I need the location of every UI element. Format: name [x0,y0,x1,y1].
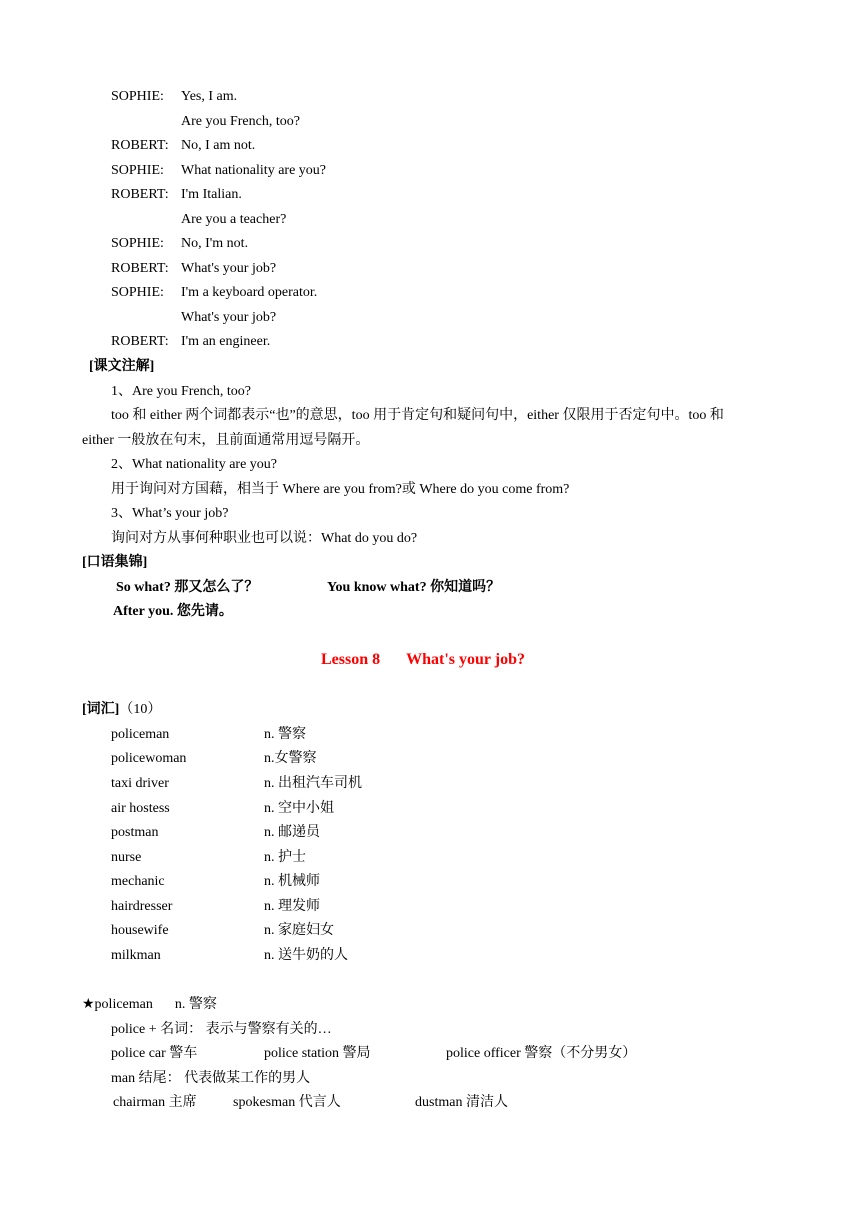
line-text: No, I'm not. [181,236,249,251]
oral-header: [口语集锦] [82,555,148,570]
vocab-item [111,922,334,940]
vocab-word: nurse [111,850,142,865]
line-text: What's your job? [181,261,277,276]
vocab-item [111,873,320,891]
vocab-word: housewife [111,923,169,938]
oral-phrase: You know what? 你知道吗？ [327,580,501,595]
line-text: I'm an engineer. [181,334,271,349]
vocab-item [111,726,306,744]
oral-phrase: After you. 您先请。 [113,604,233,619]
notes-header: [课文注解] [89,359,155,374]
example-chairman: chairman 主席 [113,1095,197,1110]
vocab-header-line [82,701,161,719]
note-2-body: 用于询问对方国藉，相当于 Where are you from?或 Where do you come from? [111,482,570,497]
vocab-def: n. 理发师 [264,899,320,914]
vocab-item [111,800,334,818]
rule-man: man 结尾： 代表做某工作的男人 [111,1071,311,1086]
line-text: What nationality are you? [181,163,326,178]
lesson-number: Lesson 8 [321,651,381,668]
note-2-title: 2、What nationality are you? [111,457,277,472]
vocab-def: n. 出租汽车司机 [264,776,362,791]
speaker: ROBERT: [111,261,169,276]
lesson-title: What's your job? [406,651,525,668]
line-text: What's your job? [181,310,277,325]
focus-word: ★policeman [82,997,153,1012]
speaker: ROBERT: [111,334,169,349]
vocab-item [111,775,362,793]
note-1-title: 1、Are you French, too? [111,384,251,399]
speaker: SOPHIE: [111,89,164,104]
vocab-item [111,947,348,965]
vocab-header: [词汇] [82,702,120,717]
vocab-word: hairdresser [111,899,173,914]
vocab-def: n. 邮递员 [264,825,320,840]
oral-phrase: So what? 那又怎么了？ [116,580,259,595]
line-text: Yes, I am. [181,89,238,104]
line-text: No, I am not. [181,138,256,153]
vocab-item [111,849,306,867]
note-1-body: too 和 either 两个词都表示“也”的意思，too 用于肯定句和疑问句中，either 仅限用于否定句中。too 和 [111,408,724,423]
dialogue-line [111,333,270,351]
dialogue-line [111,260,276,278]
note-1-body-cont: either 一般放在句末，且前面通常用逗号隔开。 [82,433,370,448]
example-spokesman: spokesman 代言人 [233,1095,341,1110]
dialogue-line [111,211,286,229]
note-3-title: 3、What’s your job? [111,506,229,521]
vocab-def: n. 送牛奶的人 [264,948,348,963]
vocab-word: mechanic [111,874,165,889]
vocab-def: n. 家庭妇女 [264,923,334,938]
example-police-station: police station 警局 [264,1046,371,1061]
speaker: SOPHIE: [111,163,164,178]
speaker: ROBERT: [111,138,169,153]
vocab-def: n.女警察 [264,751,317,766]
speaker: ROBERT: [111,187,169,202]
dialogue-line [111,162,326,180]
example-dustman: dustman 清洁人 [415,1095,508,1110]
vocab-word: policewoman [111,751,187,766]
focus-def: n. 警察 [174,997,217,1012]
example-police-officer: police officer 警察（不分男女） [446,1046,637,1061]
vocab-def: n. 护士 [264,850,306,865]
vocab-def: n. 空中小姐 [264,801,334,816]
speaker: SOPHIE: [111,285,164,300]
dialogue-line [111,309,276,327]
vocab-word: air hostess [111,801,170,816]
dialogue-line [111,186,242,204]
vocab-word: policeman [111,727,170,742]
dialogue-line [111,235,248,253]
dialogue-line [111,137,255,155]
vocab-def: n. 警察 [264,727,306,742]
dialogue-line [111,113,300,131]
example-police-car: police car 警车 [111,1046,198,1061]
focus-word-line [82,996,217,1014]
note-3-body: 询问对方从事何种职业也可以说：What do you do? [111,531,418,546]
line-text: Are you French, too? [181,114,300,129]
vocab-def: n. 机械师 [264,874,320,889]
vocab-word: postman [111,825,159,840]
vocab-item [111,750,317,768]
dialogue-line [111,284,317,302]
lesson-heading [321,651,525,669]
vocab-count: （10） [119,702,162,717]
line-text: Are you a teacher? [181,212,287,227]
rule-police: police + 名词： 表示与警察有关的… [111,1022,332,1037]
line-text: I'm a keyboard operator. [181,285,318,300]
vocab-item [111,898,320,916]
speaker: SOPHIE: [111,236,164,251]
vocab-item [111,824,320,842]
vocab-word: milkman [111,948,161,963]
vocab-word: taxi driver [111,776,169,791]
line-text: I'm Italian. [181,187,242,202]
dialogue-line [111,88,237,106]
